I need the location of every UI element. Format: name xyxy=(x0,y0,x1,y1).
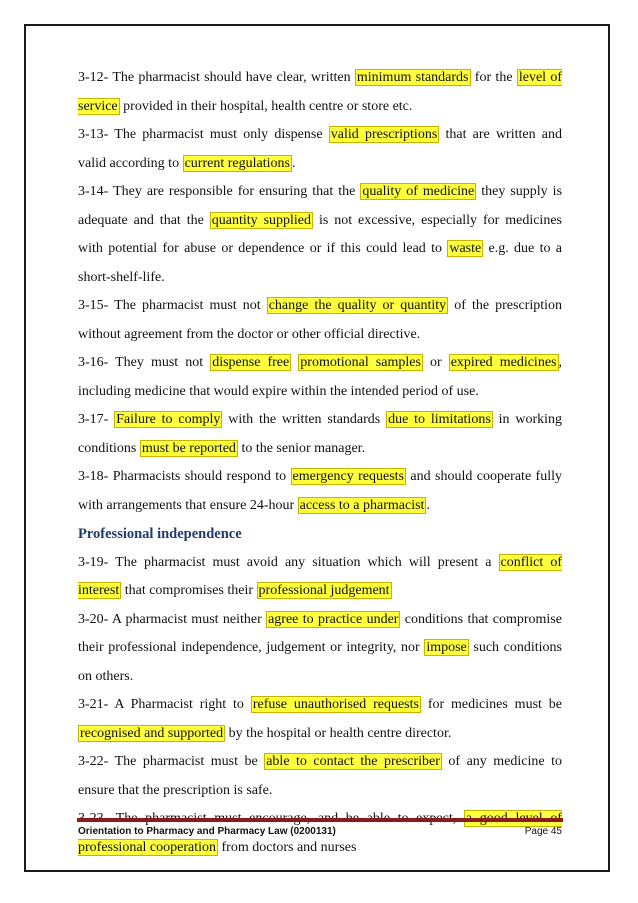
paragraph xyxy=(78,178,562,292)
footer-rule xyxy=(77,818,563,822)
text-run: 3-17- xyxy=(78,412,115,427)
text-run: . xyxy=(291,155,296,171)
highlighted-phrase: minimum standards xyxy=(356,70,469,85)
highlighted-phrase: change the quality or quantity xyxy=(268,298,447,313)
text-run: 3-21- A Pharmacist right to xyxy=(78,697,251,712)
highlighted-phrase: professional judgement xyxy=(258,583,390,598)
paragraph xyxy=(78,64,562,121)
text-run: of the prescription without agreement from the doctor or other official directive. xyxy=(78,298,563,342)
text-run: 3-22- The pharmacist must be xyxy=(78,754,265,769)
text-run: e.g. due to a short-shelf-life. xyxy=(78,241,563,285)
highlighted-phrase: professional cooperation xyxy=(78,810,562,856)
paragraph xyxy=(78,691,562,748)
paragraph xyxy=(78,606,562,692)
highlighted-phrase: level of service xyxy=(78,70,563,114)
highlighted-phrase: conflict of interest xyxy=(78,554,562,598)
text-run: 3-14- They are responsible for ensuring that the xyxy=(78,184,361,199)
highlighted-phrase: waste xyxy=(449,241,482,256)
text-run: from doctors and nurses xyxy=(218,839,357,855)
text-run: is not excessive, especially for medicines with potential for abuse or dependence or if this could lead to xyxy=(78,212,562,256)
text-run: , including medicine that would expire within the intended period of use. xyxy=(78,355,562,399)
highlighted-phrase: current regulations xyxy=(184,155,290,171)
footer-course-title: Orientation to Pharmacy and Pharmacy Law (0200131) xyxy=(78,826,336,837)
text-run: . xyxy=(426,497,430,513)
text-run: that compromises their xyxy=(121,583,257,598)
highlighted-phrase: expired medicines xyxy=(450,355,557,370)
highlighted-phrase: valid prescriptions xyxy=(330,127,438,142)
text-run: conditions that compromise their professional independence, judgement or integrity, nor xyxy=(78,611,562,655)
text-run: 3-19- The pharmacist must avoid any situation which will present a xyxy=(78,554,499,570)
highlighted-phrase: promotional samples xyxy=(300,355,421,370)
paragraph xyxy=(78,463,562,520)
highlighted-phrase: quantity supplied xyxy=(211,212,312,228)
text-run: provided in their hospital, health centre or store etc. xyxy=(119,98,413,114)
highlighted-phrase: recognised and supported xyxy=(80,725,224,741)
text-run: 3-20- A pharmacist must neither xyxy=(78,611,267,627)
text-run: such conditions on others. xyxy=(78,640,562,684)
text-run: and should cooperate fully with arrangements that ensure 24-hour xyxy=(78,469,562,513)
text-run: for the xyxy=(470,70,517,85)
section-heading: Professional independence xyxy=(78,526,242,542)
highlighted-phrase: access to a pharmacist xyxy=(299,497,425,513)
highlighted-phrase: quality of medicine xyxy=(362,184,475,199)
paragraph xyxy=(78,748,562,805)
highlighted-phrase: due to limitations xyxy=(388,412,491,427)
footer-page-number: Page 45 xyxy=(524,826,562,837)
paragraph xyxy=(78,549,562,606)
text-run: 3-18- Pharmacists should respond to xyxy=(78,469,291,484)
highlighted-phrase: refuse unauthorised requests xyxy=(252,697,419,712)
text-run: or xyxy=(422,355,449,370)
text-run: they supply is adequate and that the xyxy=(78,184,563,228)
text-run: to the senior manager. xyxy=(237,440,366,456)
text-run: for medicines must be xyxy=(420,697,562,712)
highlighted-phrase: agree to practice under xyxy=(268,611,399,627)
text-run: by the hospital or health centre director. xyxy=(225,725,452,741)
text-run: 3-13- The pharmacist must only dispense xyxy=(78,127,329,142)
highlighted-phrase: able to contact the prescriber xyxy=(266,754,440,769)
paragraph xyxy=(78,292,562,349)
paragraph xyxy=(78,121,562,178)
text-run: 3-16- They must not xyxy=(78,355,211,370)
paragraph xyxy=(78,406,562,463)
document-body xyxy=(78,64,562,862)
highlighted-phrase: Failure to comply xyxy=(116,412,221,427)
highlighted-phrase: emergency requests xyxy=(292,469,404,484)
text-run: 3-12- The pharmacist should have clear, written xyxy=(78,70,355,85)
highlighted-phrase: dispense free xyxy=(212,355,290,370)
text-run: in working conditions xyxy=(78,412,563,456)
highlighted-phrase: must be reported xyxy=(141,440,236,456)
text-run: that are written and valid according to xyxy=(78,127,563,171)
paragraph xyxy=(78,349,562,406)
text-run: with the written standards xyxy=(222,412,387,427)
text-run: of any medicine to ensure that the prescription is safe. xyxy=(78,754,563,798)
text-run: 3-15- The pharmacist must not xyxy=(78,298,267,313)
highlighted-phrase: impose xyxy=(426,640,467,655)
